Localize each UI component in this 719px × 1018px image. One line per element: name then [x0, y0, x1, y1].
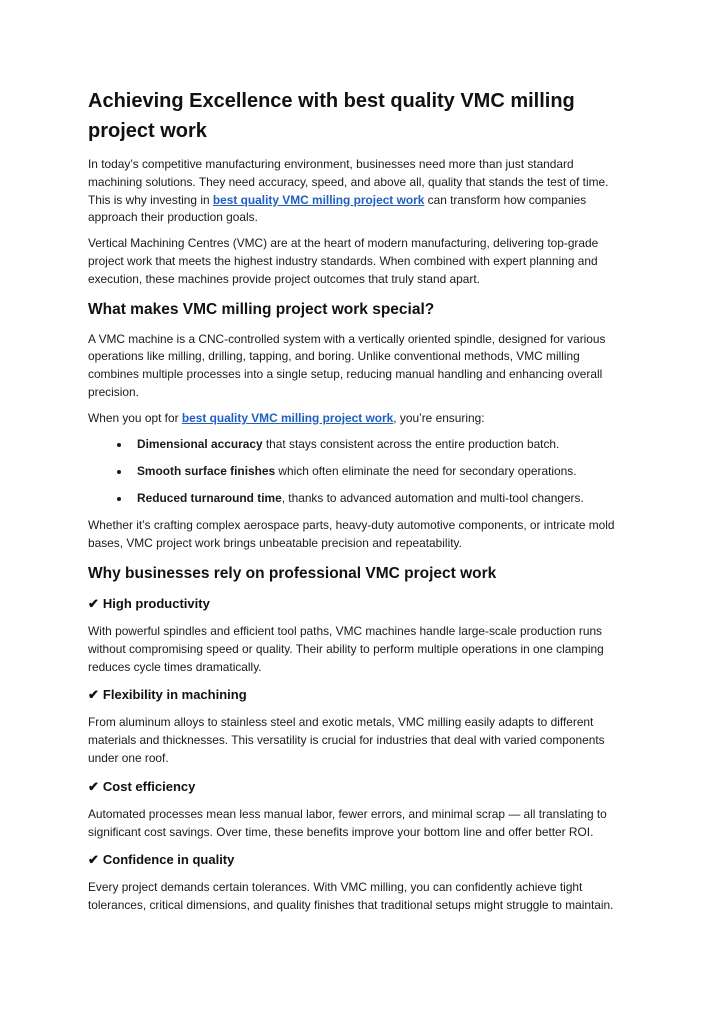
subheading-confidence — [88, 851, 631, 869]
subheading-text: Confidence in quality — [102, 852, 235, 868]
subheading-text: Flexibility in machining — [102, 687, 247, 703]
productivity-paragraph: With powerful spindles and efficient tool paths, VMC machines handle large-scale production runs without compromising speed or quality. Their ability to perform multiple operations in one clamping reduces cycle times dramatically. — [88, 624, 604, 674]
intro-text-a: In today’s competitive manufacturing environment, businesses need more than just standard machining solutions. They need accuracy, speed, and above all, quality that stands the test of time. This is why investing in — [88, 157, 609, 207]
section1-heading: What makes VMC milling project work special? — [88, 300, 435, 318]
best-quality-link-1[interactable]: best quality VMC milling project work — [212, 192, 425, 207]
page-title: Achieving Excellence with best quality VMC milling project work — [88, 90, 575, 142]
section1-text-b: , you’re ensuring: — [393, 410, 485, 425]
bullet-text: that stays consistent across the entire production batch. — [262, 436, 560, 451]
checkmark-icon: ✔ — [88, 852, 99, 868]
list-item — [131, 436, 631, 454]
subheading-text: High productivity — [102, 596, 210, 612]
section2-heading: Why businesses rely on professional VMC project work — [88, 565, 497, 583]
subheading-text: Cost efficiency — [102, 778, 196, 794]
intro-text-b: can transform how companies approach their production goals. — [88, 192, 587, 225]
flexibility-paragraph: From aluminum alloys to stainless steel and exotic metals, VMC milling easily adapts to different materials and thicknesses. This versatility is crucial for industries that deal with varied components under one roof. — [88, 715, 605, 766]
list-item — [131, 490, 631, 508]
best-quality-link-2[interactable]: best quality VMC milling project work — [181, 410, 394, 425]
subheading-flexibility — [88, 686, 631, 704]
intro-paragraph-1 — [88, 156, 631, 227]
bullet-bold: Dimensional accuracy — [137, 436, 263, 451]
section1-paragraph-2 — [88, 410, 631, 428]
checkmark-icon: ✔ — [88, 778, 99, 794]
confidence-paragraph: Every project demands certain tolerances. With VMC milling, you can confidently achieve tight tolerances, critical dimensions, and quality finishes that traditional setups might struggle to maintain. — [88, 880, 614, 913]
checkmark-icon: ✔ — [88, 596, 99, 612]
bullet-bold: Smooth surface finishes — [137, 463, 276, 478]
benefits-list — [88, 436, 631, 508]
intro-paragraph-2: Vertical Machining Centres (VMC) are at the heart of modern manufacturing, delivering top-grade project work that meets the highest industry standards. When combined with expert planning and execution, these machines provide project outcomes that truly stand apart. — [88, 236, 599, 286]
list-item — [131, 463, 631, 481]
subheading-cost-efficiency — [88, 778, 631, 796]
section1-paragraph-1: A VMC machine is a CNC-controlled system with a vertically oriented spindle, designed for various operations like milling, drilling, tapping, and boring. Unlike conventional methods, VMC milling combines multiple processes into a single setup, reducing manual handling and enhancing overall precision. — [88, 331, 606, 399]
checkmark-icon: ✔ — [88, 687, 99, 703]
cost-paragraph: Automated processes mean less manual labor, fewer errors, and minimal scrap — all translating to significant cost savings. Over time, these benefits improve your bottom line and offer better ROI. — [88, 806, 607, 839]
section1-paragraph-3: Whether it’s crafting complex aerospace parts, heavy-duty automotive components, or intricate mold bases, VMC project work brings unbeatable precision and repeatability. — [88, 518, 615, 551]
section1-text-a: When you opt for — [88, 410, 182, 425]
bullet-text: which often eliminate the need for secondary operations. — [275, 463, 577, 478]
bullet-bold: Reduced turnaround time — [137, 491, 282, 506]
subheading-high-productivity — [88, 595, 631, 613]
bullet-text: , thanks to advanced automation and multi-tool changers. — [281, 491, 584, 506]
